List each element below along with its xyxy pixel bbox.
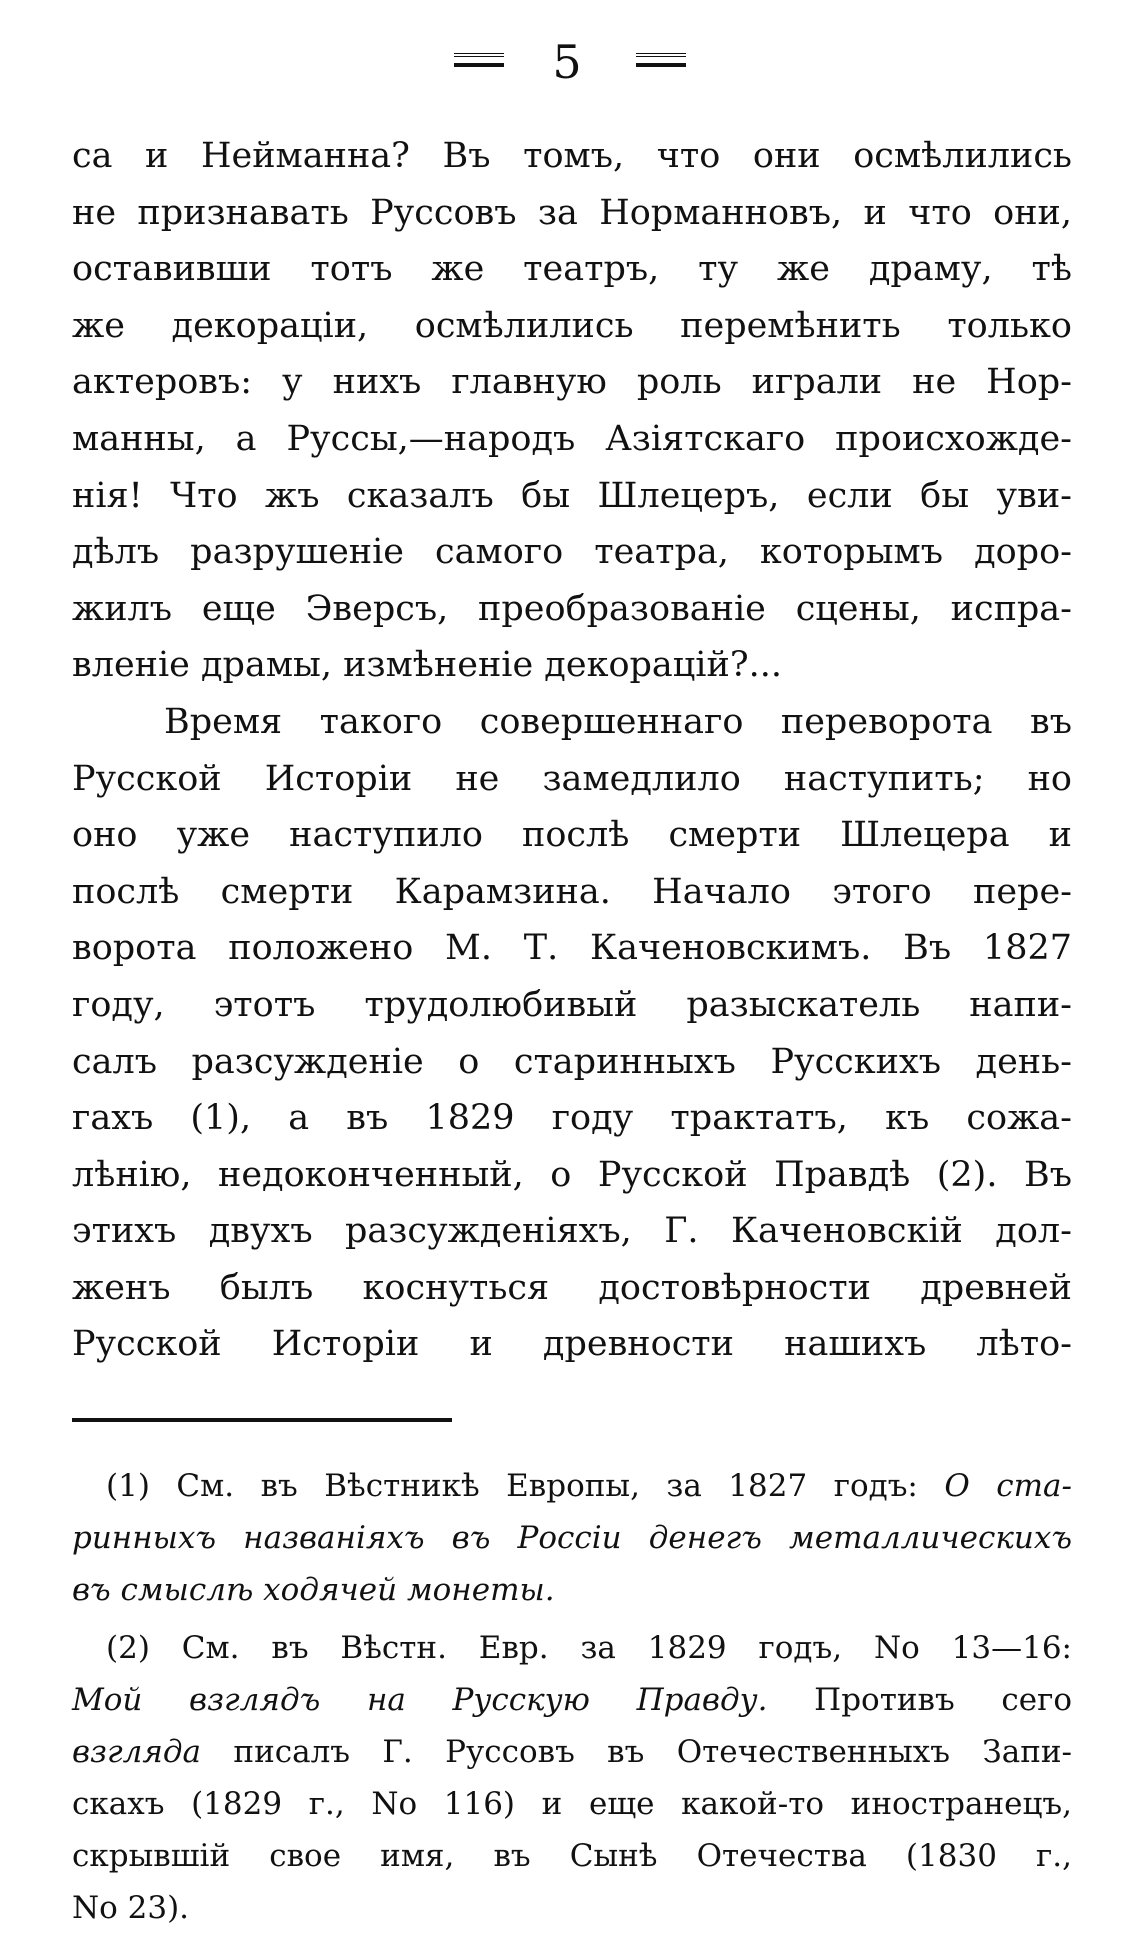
text-line: году, этотъ трудолюбивый разыскатель напи- xyxy=(72,984,1072,1025)
text-line: гахъ (1), а въ 1829 году трактатъ, къ сожа- xyxy=(72,1098,1072,1139)
footnote-2-line: скрывшій свое имя, въ Сынѣ Отечества (1830 г., xyxy=(72,1838,1072,1874)
footnote-2-title: Мой взглядъ на Русскую Правду. xyxy=(72,1682,768,1718)
footnote-1-line: ринныхъ названіяхъ въ Россіи денегъ металлическихъ xyxy=(72,1520,1072,1556)
footnote-1-title: О ста- xyxy=(944,1468,1072,1504)
footnote-2-text: писалъ Г. Руссовъ въ Отечественныхъ Запи- xyxy=(233,1734,1072,1770)
text-line: дѣлъ разрушеніе самого театра, которымъ доро- xyxy=(72,532,1072,573)
text-line: нія! Что жъ сказалъ бы Шлецеръ, если бы уви- xyxy=(72,475,1072,516)
footnotes xyxy=(72,1460,1072,1934)
footnote-1-line: въ смыслѣ ходячей монеты. xyxy=(72,1572,555,1608)
text-line: оставивши тотъ же театръ, ту же драму, тѣ xyxy=(72,249,1072,290)
right-double-rule xyxy=(636,53,686,71)
footnote-2-line xyxy=(72,1726,1072,1778)
left-double-rule xyxy=(454,53,504,71)
text-line: же декораціи, осмѣлились перемѣнить только xyxy=(72,305,1072,346)
footnote-1-ref: (1) См. въ Вѣстникѣ Европы, за 1827 годъ: xyxy=(106,1468,918,1504)
footnote-1-line xyxy=(72,1460,1072,1512)
text-line: Русской Исторіи не замедлило наступить; но xyxy=(72,758,1072,799)
footnote-2-line xyxy=(72,1674,1072,1726)
footnote-2-line: No 23). xyxy=(72,1890,190,1926)
paragraph-start-line: Время такого совершеннаго переворота въ xyxy=(164,701,1072,742)
text-line: этихъ двухъ разсужденіяхъ, Г. Каченовскій дол- xyxy=(72,1211,1072,1252)
text-line: не признавать Руссовъ за Норманновъ, и что они, xyxy=(72,192,1072,233)
text-line: ворота положено М. Т. Каченовскимъ. Въ 1827 xyxy=(72,928,1072,969)
footnote-2-text: Противъ сего xyxy=(814,1682,1073,1718)
text-line: послѣ смерти Карамзина. Начало этого пере- xyxy=(72,871,1072,912)
text-line: оно уже наступило послѣ смерти Шлецера и xyxy=(72,815,1072,856)
main-text xyxy=(72,128,1072,1373)
page-header xyxy=(0,28,1140,92)
text-line: актеровъ: у нихъ главную роль играли не Нор- xyxy=(72,362,1072,403)
footnote-2-line: (2) См. въ Вѣстн. Евр. за 1829 годъ, No 13—16: xyxy=(106,1630,1072,1666)
footnote-separator xyxy=(72,1418,452,1422)
footnote-2-italic-word: взгляда xyxy=(72,1734,202,1770)
text-line: вленіе драмы, измѣненіе декорацій?... xyxy=(72,645,782,686)
page-number: 5 xyxy=(552,35,588,89)
text-line: женъ былъ коснуться достовѣрности древней xyxy=(72,1267,1072,1308)
text-line: са и Нейманна? Въ томъ, что они осмѣлились xyxy=(72,136,1072,176)
text-line: салъ разсужденіе о старинныхъ Русскихъ день- xyxy=(72,1041,1072,1082)
text-line: лѣнію, недоконченный, о Русской Правдѣ (2). Въ xyxy=(72,1154,1072,1195)
text-line: манны, а Руссы,—народъ Азіятскаго происхожде- xyxy=(72,418,1072,459)
text-line: жилъ еще Эверсъ, преобразованіе сцены, испра- xyxy=(72,588,1072,629)
text-line: Русской Исторіи и древности нашихъ лѣто- xyxy=(72,1324,1072,1365)
footnote-2-line: скахъ (1829 г., No 116) и еще какой-то иностранецъ, xyxy=(72,1786,1072,1822)
